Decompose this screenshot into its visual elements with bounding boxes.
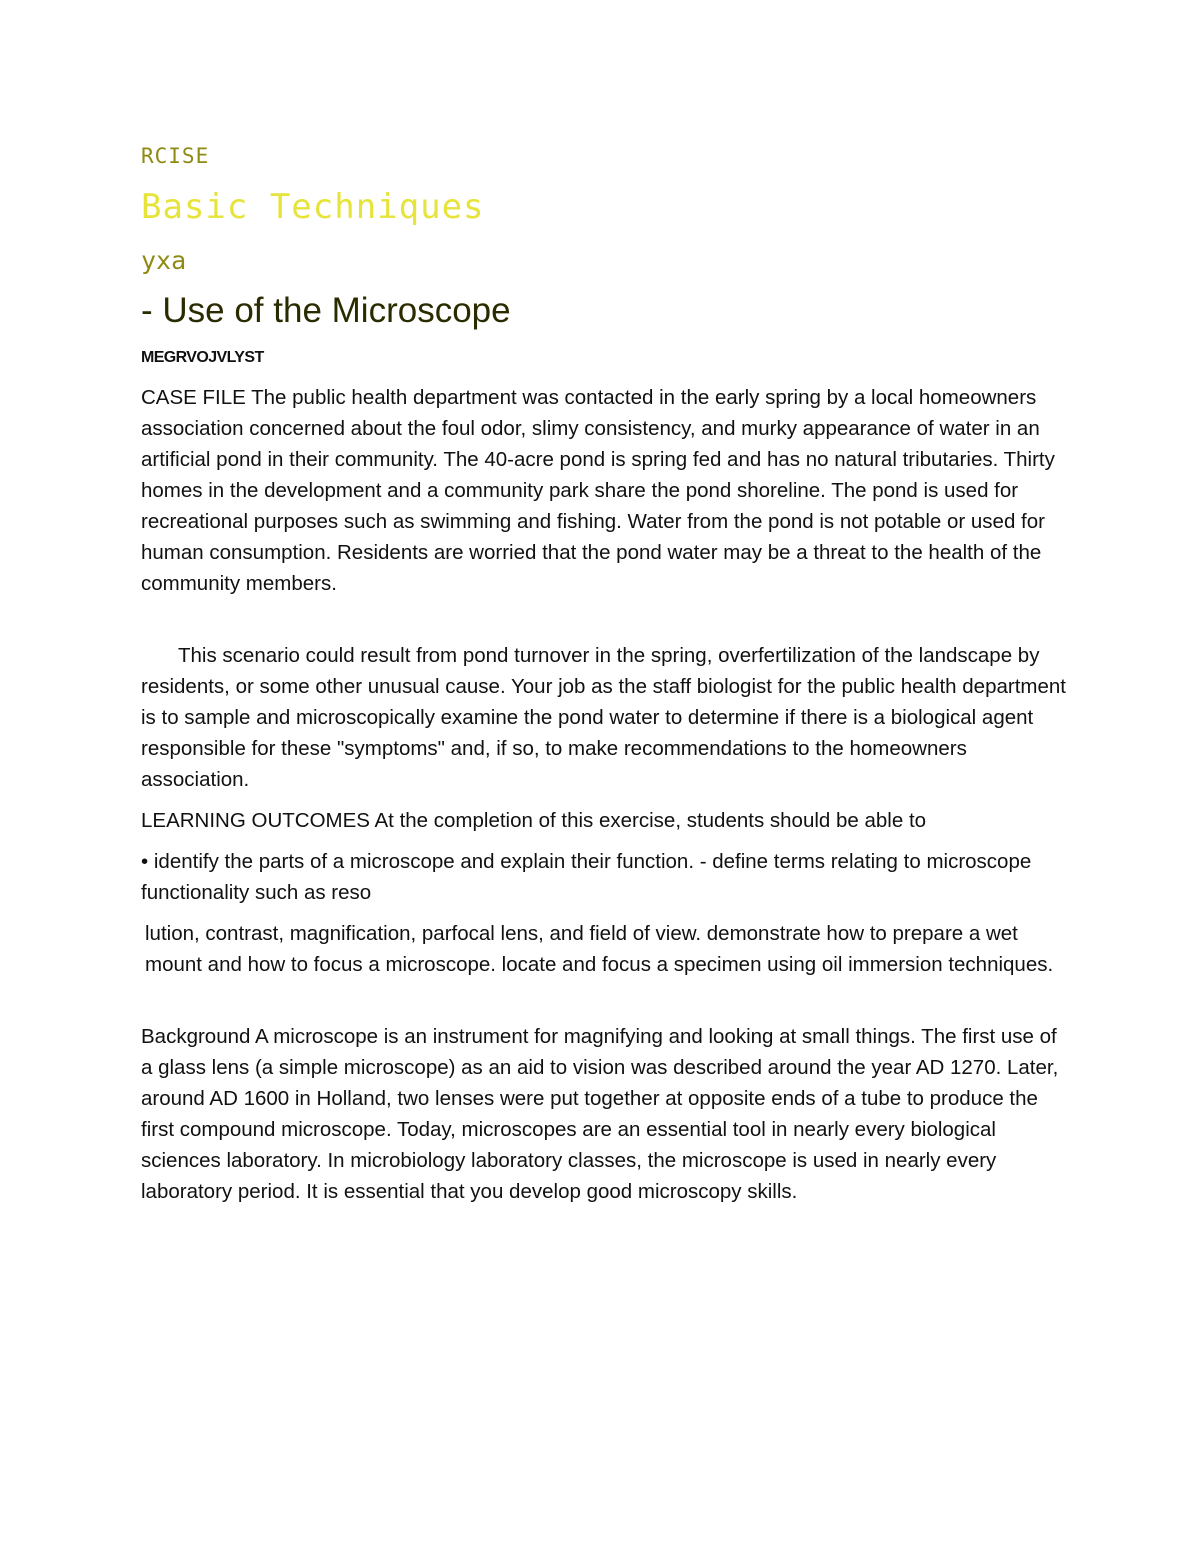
document-subtitle: - Use of the Microscope [141,291,511,330]
case-file-paragraph: CASE FILE The public health department was contacted in the early spring by a local homeowners association concerned about the foul odor, slimy consistency, and murky appearance of water in an artificial pond in their community. The 40-acre pond is spring fed and has no natural tributaries. Thirty homes in the development and a community park share the pond shoreline. The pond is used for recreational purposes such as swimming and fishing. Water from the pond is not potable or used for human consumption. Residents are worried that the pond water may be a threat to the health of the community members. [141,386,1055,595]
document-code: MEGRVOJVLYST [141,349,264,366]
document-title: Basic Techniques [141,187,485,227]
learning-outcomes-paragraph: LEARNING OUTCOMES At the completion of this exercise, students should be able to [141,809,927,832]
exercise-label: RCISE [141,144,210,168]
outcome-bullet-item: • identify the parts of a microscope and explain their function. - define terms relating to microscope functionality such as reso [141,850,1032,904]
outcome-continued-paragraph: lution, contrast, magnification, parfocal lens, and field of view. demonstrate how to prepare a wet mount and how to focus a microscope. locate and focus a specimen using oil immersion techniques. [145,922,1054,976]
background-paragraph: Background A microscope is an instrument for magnifying and looking at small things. The first use of a glass lens (a simple microscope) as an aid to vision was described around the year AD 1270. Later, around AD 1600 in Holland, two lenses were put together at opposite ends of a tube to produce the first compound microscope. Today, microscopes are an essential tool in nearly every biological sciences laboratory. In microbiology laboratory classes, the microscope is used in nearly every laboratory period. It is essential that you develop good microscopy skills. [141,1025,1059,1203]
scenario-paragraph: This scenario could result from pond turnover in the spring, overfertilization of the landscape by residents, or some other unusual cause. Your job as the staff biologist for the public health department is to sample and microscopically examine the pond water to determine if there is a biological agent responsible for these "symptoms" and, if so, to make recommendations to the homeowners association. [141,644,1066,791]
section-label: yxa [141,246,187,275]
